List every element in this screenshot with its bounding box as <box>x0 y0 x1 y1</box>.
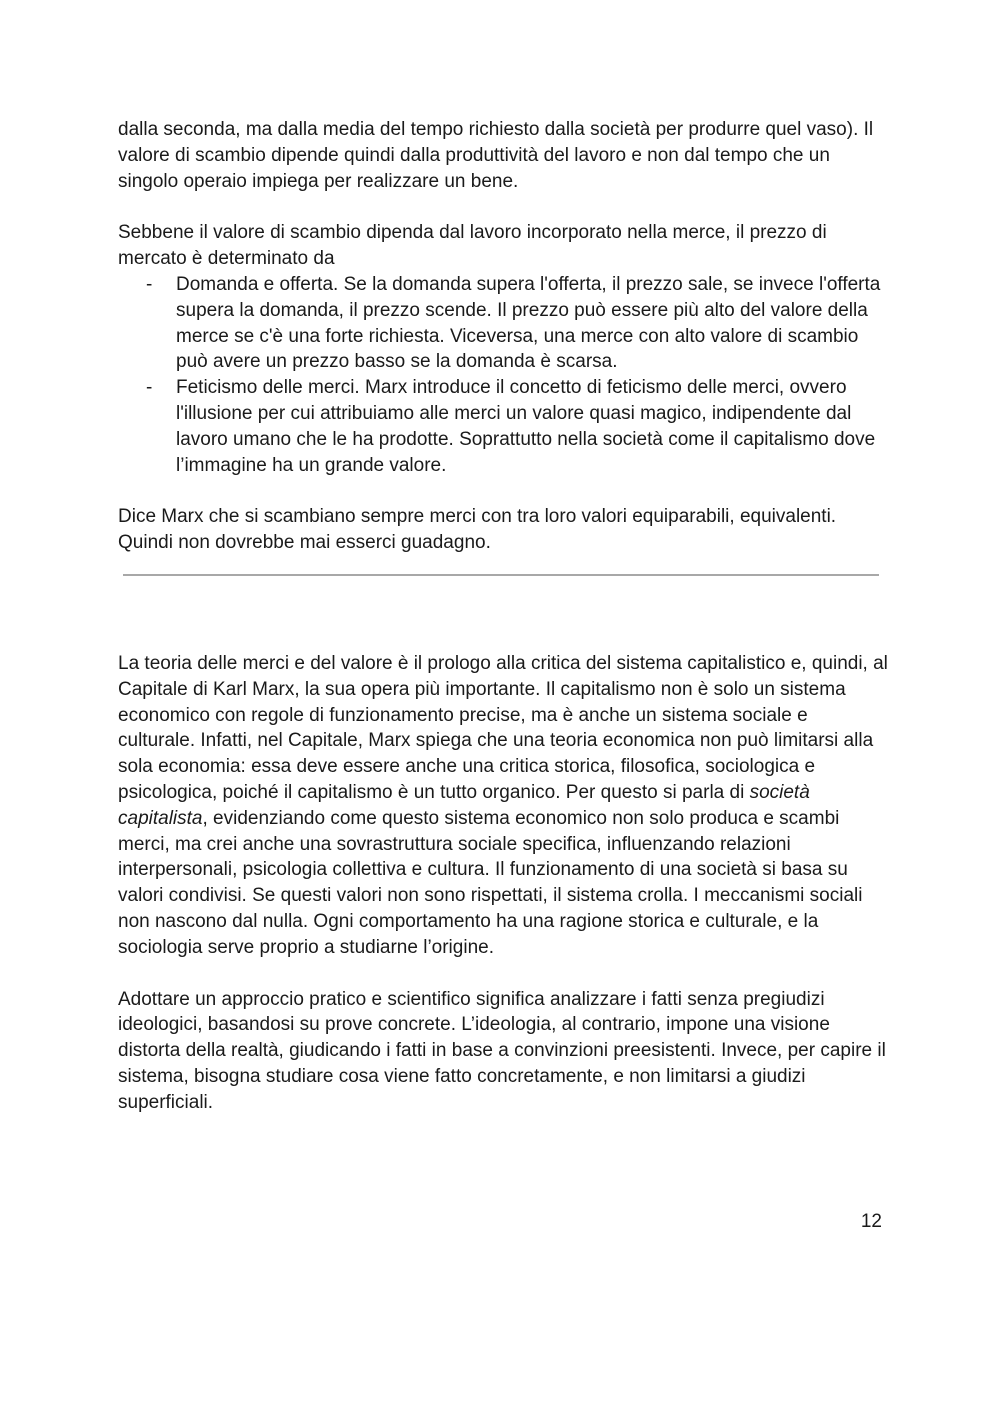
dash-bullet-icon: - <box>146 377 153 399</box>
page-number: 12 <box>860 1211 882 1232</box>
paragraph-prezzo-mercato: Sebbene il valore di scambio dipenda dal lavoro incorporato nella merce, il prezzo di mercato è determinato da <box>118 222 827 270</box>
paragraph-dice-marx: Dice Marx che si scambiano sempre merci con tra loro valori equiparabili, equivalenti. Quindi non dovrebbe mai esserci guadagno. <box>118 506 837 554</box>
bullet-list <box>118 272 888 478</box>
paragraph-gap <box>118 961 888 987</box>
paragraph-gap <box>118 194 888 220</box>
paragraph-gap <box>118 478 888 504</box>
text-run: La teoria delle merci e del valore è il prologo alla critica del sistema capitalistico e, quindi, al Capitale di Karl Marx, la sua opera più importante. Il capitalismo non è solo un sistema economico con regole di funzionamento precise, ma è anche un sistema sociale e culturale. Infatti, nel Capitale, Marx spiega che una teoria economica non può limitarsi alla sola economia: essa deve essere anche una critica storica, filosofica, sociologica e psicologica, poiché il capitalismo è un tutto organico. Per questo si parla di <box>118 652 888 803</box>
dash-bullet-icon: - <box>146 273 153 295</box>
rule-spacer <box>118 556 888 574</box>
list-item-feticismo <box>146 375 888 478</box>
list-item-text: Domanda e offerta. Se la domanda supera l'offerta, il prezzo sale, se invece l'offerta supera la domanda, il prezzo scende. Il prezzo può essere più alto del valore della merce se c'è una forte richiesta. Viceversa, una merce con alto valore di scambio può avere un prezzo basso se la domanda è scarsa. <box>176 273 881 373</box>
paragraph-teoria-merci <box>118 651 888 961</box>
paragraph-valore-scambio: dalla seconda, ma dalla media del tempo richiesto dalla società per produrre quel vaso). Il valore di scambio dipende quindi dalla produttività del lavoro e non dal tempo che un singolo operaio impiega per realizzare un bene. <box>118 119 874 192</box>
section-spacer <box>118 576 888 651</box>
list-item-text: Feticismo delle merci. Marx introduce il concetto di feticismo delle merci, ovvero l'illusione per cui attribuiamo alle merci un valore quasi magico, indipendente dal lavoro umano che le ha prodotte. Soprattutto nella società come il capitalismo dove l’immagine ha un grande valore. <box>176 377 876 476</box>
document-body <box>118 117 888 1116</box>
italic-term: società capitalista <box>118 781 810 829</box>
text-run: , evidenziando come questo sistema economico non solo produca e scambi merci, ma crei anche una sovrastruttura sociale specifica, influenzando relazioni interpersonali, psicologia collettiva e cultura. Il funzionamento di una società si basa su valori condivisi. Se questi valori non sono rispettati, il sistema crolla. I meccanismi sociali non nascono dal nulla. Ogni comportamento ha una ragione storica e culturale, e la sociologia serve proprio a studiarne l’origine. <box>118 807 863 958</box>
paragraph-approccio-scientifico: Adottare un approccio pratico e scientifico significa analizzare i fatti senza pregiudizi ideologici, basandosi su prove concrete. L’ideologia, al contrario, impone una visione distorta della realtà, giudicando i fatti in base a convinzioni preesistenti. Invece, per capire il sistema, bisogna studiare cosa viene fatto concretamente, e non limitarsi a giudizi superficiali. <box>118 988 886 1113</box>
list-item-domanda-offerta <box>146 272 888 375</box>
